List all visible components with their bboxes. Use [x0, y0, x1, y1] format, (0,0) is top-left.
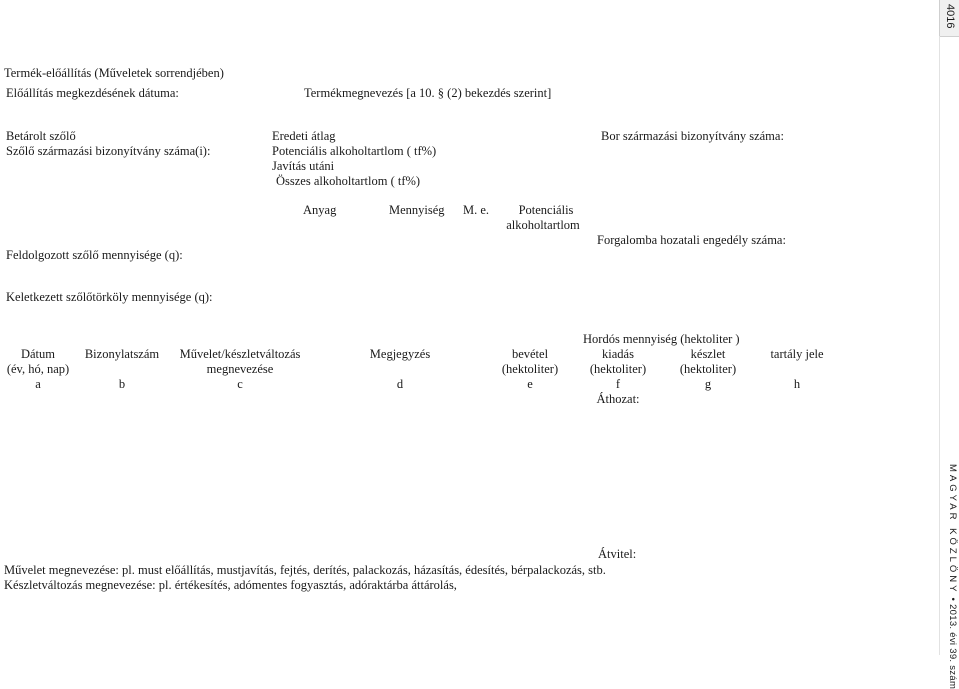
- column-stock-line2: (hektoliter): [679, 362, 737, 376]
- carry-in-label: Áthozat:: [596, 392, 640, 406]
- column-stock-letter: g: [704, 377, 712, 391]
- marketing-permit-label: Forgalomba hozatali engedély száma:: [597, 233, 786, 247]
- product-name-label: Termékmegnevezés [a 10. § (2) bekezdés szerint]: [304, 86, 552, 100]
- grape-origin-cert-label: Szőlő származási bizonyítvány száma(i):: [6, 144, 211, 158]
- column-receipt: [492, 347, 568, 392]
- column-document-number: [80, 347, 164, 392]
- column-document-number-line1: Bizonylatszám: [84, 347, 160, 361]
- column-receipt-line2: (hektoliter): [501, 362, 559, 376]
- pomace-qty-label: Keletkezett szőlőtörköly mennyisége (q):: [6, 290, 213, 304]
- column-stock-line1: készlet: [690, 347, 726, 361]
- unit-column-header: M. e.: [463, 203, 490, 217]
- column-operation-line2: megnevezése: [206, 362, 274, 376]
- potential-alcohol-header-line2: alkoholtartlom: [506, 218, 580, 232]
- column-issue: [580, 347, 656, 407]
- column-operation: [176, 347, 304, 392]
- column-date: [6, 347, 70, 392]
- form-title: Termék-előállítás (Műveletek sorrendjében): [4, 66, 224, 80]
- column-document-number-line2: [80, 362, 164, 377]
- potential-alcohol-column-header: [496, 203, 596, 233]
- column-stock: [670, 347, 746, 392]
- carry-out-label: Átvitel:: [598, 547, 637, 561]
- column-tank-mark: [762, 347, 832, 392]
- column-tank-mark-line2: [762, 362, 832, 377]
- column-tank-mark-letter: h: [793, 377, 801, 391]
- wine-origin-cert-label: Bor származási bizonyítvány száma:: [601, 129, 784, 143]
- operation-note: Művelet megnevezése: pl. must előállítás, mustjavítás, fejtés, derítés, palackozás, házasítás, édesítés, bérpalackozás, stb.: [4, 563, 606, 577]
- column-date-line2: (év, hó, nap): [6, 362, 70, 376]
- original-average-label: Eredeti átlag: [272, 129, 336, 143]
- column-remark-letter: d: [396, 377, 404, 391]
- journal-title: MAGYAR KÖZLÖNY: [947, 464, 958, 595]
- page-number-tab: [939, 0, 959, 37]
- start-date-label: Előállítás megkezdésének dátuma:: [6, 86, 179, 100]
- column-remark-line2: [354, 362, 446, 377]
- column-remark: [354, 347, 446, 392]
- barrel-quantity-group-header: Hordós mennyiség (hektoliter ): [583, 332, 740, 346]
- processed-grape-qty-label: Feldolgozott szőlő mennyisége (q):: [6, 248, 183, 262]
- column-receipt-letter: e: [527, 377, 533, 391]
- column-remark-line1: Megjegyzés: [369, 347, 431, 361]
- journal-bullet: •: [947, 597, 958, 602]
- column-date-line1: Dátum: [20, 347, 56, 361]
- column-tank-mark-line1: tartály jele: [770, 347, 824, 361]
- column-operation-letter: c: [237, 377, 243, 391]
- column-issue-letter: f: [615, 377, 621, 391]
- column-issue-line2: (hektoliter): [589, 362, 647, 376]
- stock-change-note: Készletváltozás megnevezése: pl. értékesítés, adómentes fogyasztás, adóraktárba áttárolás,: [4, 578, 457, 592]
- journal-issue: 2013. évi 39. szám: [947, 604, 958, 689]
- margin-rule: [939, 36, 940, 655]
- page-number: 4016: [944, 4, 956, 29]
- column-issue-line1: kiadás: [602, 347, 634, 361]
- total-alcohol-label: Összes alkoholtartlom ( tf%): [276, 174, 421, 188]
- potential-alcohol-header-line1: Potenciális: [518, 203, 574, 217]
- stored-grape-label: Betárolt szőlő: [6, 129, 76, 143]
- after-correction-label: Javítás utáni: [272, 159, 335, 173]
- column-operation-line1: Művelet/készletváltozás: [179, 347, 301, 361]
- quantity-column-header: Mennyiség: [389, 203, 445, 217]
- column-receipt-line1: bevétel: [511, 347, 549, 361]
- column-date-letter: a: [35, 377, 41, 391]
- journal-label: [945, 464, 959, 689]
- column-document-number-letter: b: [118, 377, 126, 391]
- potential-alcohol-label: Potenciális alkoholtartlom ( tf%): [272, 144, 437, 158]
- material-column-header: Anyag: [303, 203, 337, 217]
